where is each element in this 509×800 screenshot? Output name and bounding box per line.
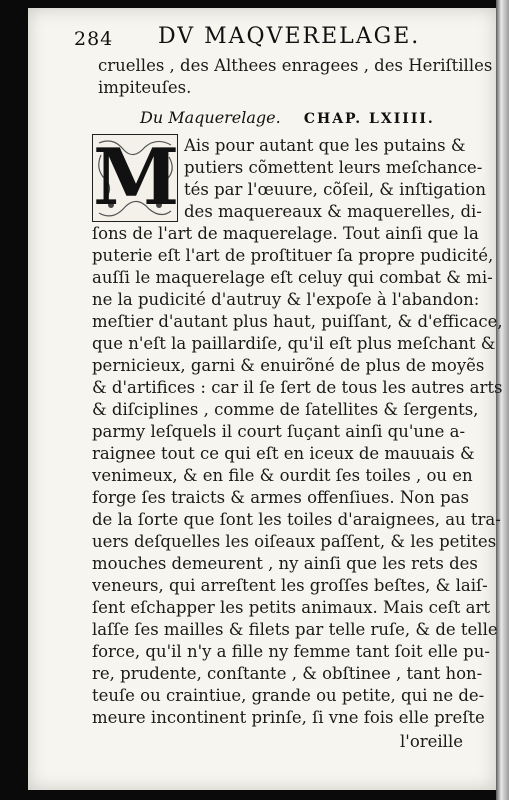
drop-cap-letter: M (93, 132, 180, 223)
body-line: putiers cõmettent leurs meſchance- (184, 158, 483, 177)
catchword: l'oreille (400, 732, 463, 751)
body-line: mouches demeurent , ny ainſi que les rets des (92, 554, 478, 573)
body-line: veneurs, qui arreſtent les groſſes beſtes, & laiſ- (92, 576, 488, 595)
page-number: 284 (74, 28, 114, 50)
body-line: force, qu'il n'y a fille ny femme tant ſoit elle pu- (92, 642, 490, 661)
body-line: pernicieux, garni & enuirõné de plus de moyẽs (92, 356, 485, 375)
body-line: & diſciplines , comme de ſatellites & ſergents, (92, 400, 479, 419)
ornamental-drop-cap (92, 134, 178, 222)
body-line: laſſe ſes mailles & filets par telle ruſe, & de telle (92, 620, 498, 639)
body-line: forge ſes traicts & armes offenſiues. Non pas (92, 488, 469, 507)
body-line: raignee tout ce qui eſt en iceux de mauuais & (92, 444, 475, 463)
page-header (52, 24, 472, 52)
body-line: ne la pudicité d'autruy & l'expoſe à l'abandon: (92, 290, 480, 309)
body-line: auſſi le maquerelage eſt celuy qui combat & mi- (92, 268, 493, 287)
body-line: tés par l'œuure, cõſeil, & inſtigation (184, 180, 486, 199)
body-line: ſons de l'art de maquerelage. Tout ainſi que la (92, 224, 479, 243)
body-line: teuſe ou craintiue, grande ou petite, qui ne de- (92, 686, 485, 705)
body-line: ſent eſchapper les petits animaux. Mais ceſt art (92, 598, 491, 617)
body-line: uers deſquelles les oiſeaux paſſent, & les petites (92, 532, 497, 551)
body-line: meure incontinent prinſe, ſi vne fois elle preſte (92, 708, 485, 727)
chapter-number: CHAP. LXIIII. (303, 111, 435, 127)
body-line: des maquereaux & maquerelles, di- (184, 202, 482, 221)
body-line: parmy leſquels il court ſuçant ainſi qu'une a- (92, 422, 466, 441)
body-line: que n'eſt la paillardiſe, qu'il eſt plus meſchant & (92, 334, 496, 353)
body-line: venimeux, & en file & ourdit ſes toiles , ou en (92, 466, 473, 485)
body-line: & d'artifices : car il ſe ſert de tous les autres arts (92, 378, 503, 397)
page-edge (496, 0, 509, 800)
body-line: re, prudente, conſtante , & obſtinee , tant hon- (92, 664, 483, 683)
running-title: DV MAQVERELAGE. (158, 24, 421, 49)
chapter-heading (140, 108, 435, 127)
body-line: puterie eſt l'art de proſtituer ſa propre pudicité, (92, 246, 494, 265)
body-line: de la ſorte que ſont les toiles d'araignees, au tra- (92, 510, 501, 529)
continuation-line: impiteuſes. (98, 78, 192, 97)
body-line: meſtier d'autant plus haut, puiſſant, & d'efficace, (92, 312, 503, 331)
continuation-line: cruelles , des Althees enragees , des Heriſtilles (98, 56, 493, 75)
chapter-title: Du Maquerelage. (140, 108, 281, 127)
body-line: Ais pour autant que les putains & (184, 136, 466, 155)
